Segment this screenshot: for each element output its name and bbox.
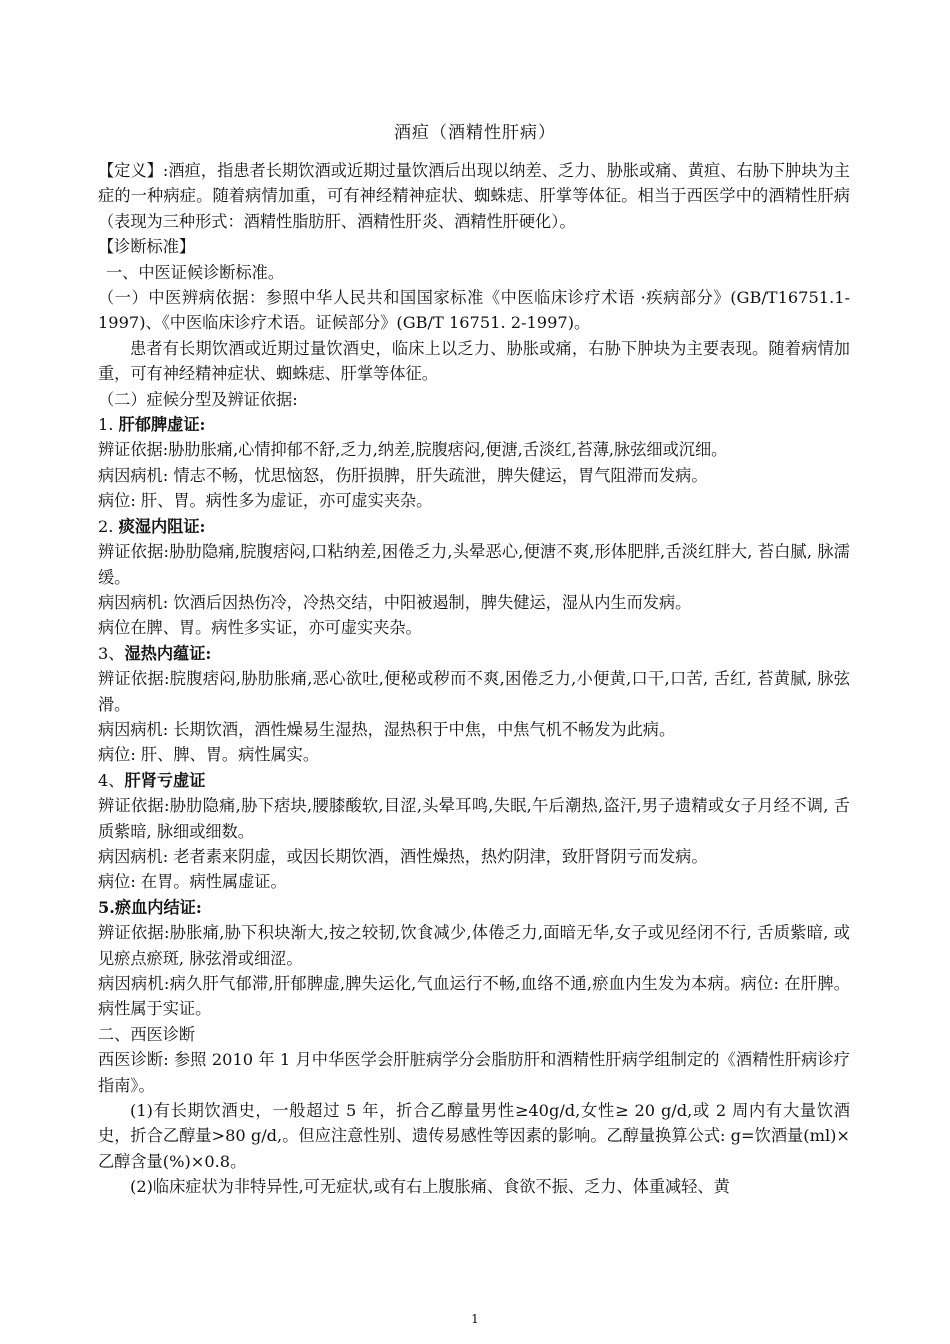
type-location: 病位在脾、胃。病性多实证，亦可虚实夹杂。 <box>98 618 422 638</box>
definition-label: 【定义】: <box>98 161 169 180</box>
type-number: 4、 <box>98 770 125 790</box>
type-etiology: 病因病机: 老者素来阴虚，或因长期饮酒，酒性燥热，热灼阴津，致肝肾阴亏而发病。 <box>98 846 708 866</box>
western-intro: 西医诊断: 参照 2010 年 1 月中华医学会肝脏病学分会脂肪肝和酒精性肝病学组制定的《酒精性肝病诊疗指南》。 <box>98 1050 850 1095</box>
type-heading <box>98 412 850 437</box>
type-etiology: 病因病机: 饮酒后因热伤冷，冷热交结，中阳被遏制，脾失健运，湿从内生而发病。 <box>98 592 692 612</box>
type-name: 痰湿内阻证: <box>118 516 206 536</box>
western-heading: 二、西医诊断 <box>98 1024 196 1044</box>
type-etiology: 病因病机:病久肝气郁滞,肝郁脾虚,脾失运化,气血运行不畅,血络不通,瘀血内生发为本病。病位: 在肝脾。病性属于实证。 <box>98 974 850 1019</box>
definition-paragraph <box>98 158 850 234</box>
types-heading: （二）症候分型及辨证依据: <box>98 389 298 409</box>
type-basis: 辨证依据:胁胀痛,胁下积块渐大,按之较韧,饮食减少,体倦乏力,面暗无华,女子或见经闭不行, 舌质紫暗, 或见瘀点瘀斑, 脉弦滑或细涩。 <box>98 923 850 968</box>
type-name: 湿热内蕴证: <box>124 643 212 663</box>
type-name: 肝肾亏虚证 <box>124 770 206 790</box>
type-basis: 辨证依据:胁肋胀痛,心情抑郁不舒,乏力,纳差,脘腹痞闷,便溏,舌淡红,苔薄,脉弦细或沉细。 <box>98 440 728 460</box>
type-number: 1. <box>98 415 119 435</box>
type-heading <box>98 514 850 539</box>
tcm-basis: （一）中医辨病依据：参照中华人民共和国国家标准《中医临床诊疗术语 ·疾病部分》(GB/T16751.1-1997)、《中医临床诊疗术语。证候部分》(GB/T 16751. 2-1997)。 <box>98 288 850 333</box>
type-name: 瘀血内结证: <box>114 897 202 917</box>
type-number: 2. <box>98 516 119 536</box>
tcm-heading: 一、中医证候诊断标准。 <box>106 262 285 282</box>
type-basis: 辨证依据:胁肋隐痛,脘腹痞闷,口粘纳差,困倦乏力,头晕恶心,便溏不爽,形体肥胖,舌淡红胖大, 苔白腻, 脉濡缓。 <box>98 542 850 587</box>
western-item-2: (2)临床症状为非特异性,可无症状,或有右上腹胀痛、食欲不振、乏力、体重减轻、黄 <box>130 1177 730 1197</box>
type-basis: 辨证依据:胁肋隐痛,胁下痞块,腰膝酸软,目涩,头晕耳鸣,失眠,午后潮热,盗汗,男子遗精或女子月经不调, 舌质紫暗, 脉细或细数。 <box>98 796 850 841</box>
page-number: 1 <box>471 1312 479 1326</box>
type-heading <box>98 768 850 793</box>
type-name: 肝郁脾虚证: <box>118 415 206 435</box>
type-etiology: 病因病机: 情志不畅，忧思恼怒，伤肝损脾，肝失疏泄，脾失健运，胃气阻滞而发病。 <box>98 465 708 485</box>
document-body <box>98 158 850 1200</box>
document-title: 酒疸（酒精性肝病） <box>394 123 556 143</box>
western-item-1: (1)有长期饮酒史，一般超过 5 年，折合乙醇量男性≥40g/d,女性≥ 20 g/d,或 2 周内有大量饮酒史，折合乙醇量>80 g/d,。但应注意性别、遗传易感性等因素的影响。乙醇量换算公式: g=饮酒量(ml)×乙醇含量(%)×0.8。 <box>98 1101 850 1171</box>
type-number: 5. <box>98 897 115 917</box>
type-number: 3、 <box>98 643 125 663</box>
type-etiology: 病因病机: 长期饮酒，酒性燥易生湿热，湿热积于中焦，中焦气机不畅发为此病。 <box>98 719 676 739</box>
type-heading <box>98 895 850 920</box>
definition-text: 酒疸，指患者长期饮酒或近期过量饮酒后出现以纳差、乏力、胁胀或痛、黄疸、右胁下肿块为主症的一种病症。随着病情加重，可有神经精神症状、蜘蛛痣、肝掌等体征。相当于西医学中的酒精性肝病（表现为三种形式：酒精性脂肪肝、酒精性肝炎、酒精性肝硬化）。 <box>98 161 850 231</box>
type-heading <box>98 641 850 666</box>
type-location: 病位: 肝、胃。病性多为虚证，亦可虚实夹杂。 <box>98 491 433 511</box>
type-location: 病位: 肝、脾、胃。病性属实。 <box>98 745 320 765</box>
diagnosis-heading: 【诊断标准】 <box>98 237 196 257</box>
type-location: 病位: 在胃。病性属虚证。 <box>98 872 287 892</box>
type-basis: 辨证依据:脘腹痞闷,胁肋胀痛,恶心欲吐,便秘或秽而不爽,困倦乏力,小便黄,口干,口苦, 舌红, 苔黄腻, 脉弦滑。 <box>98 669 850 714</box>
tcm-summary: 患者有长期饮酒或近期过量饮酒史，临床上以乏力、胁胀或痛，右胁下肿块为主要表现。随着病情加重，可有神经精神症状、蜘蛛痣、肝掌等体征。 <box>98 338 850 384</box>
